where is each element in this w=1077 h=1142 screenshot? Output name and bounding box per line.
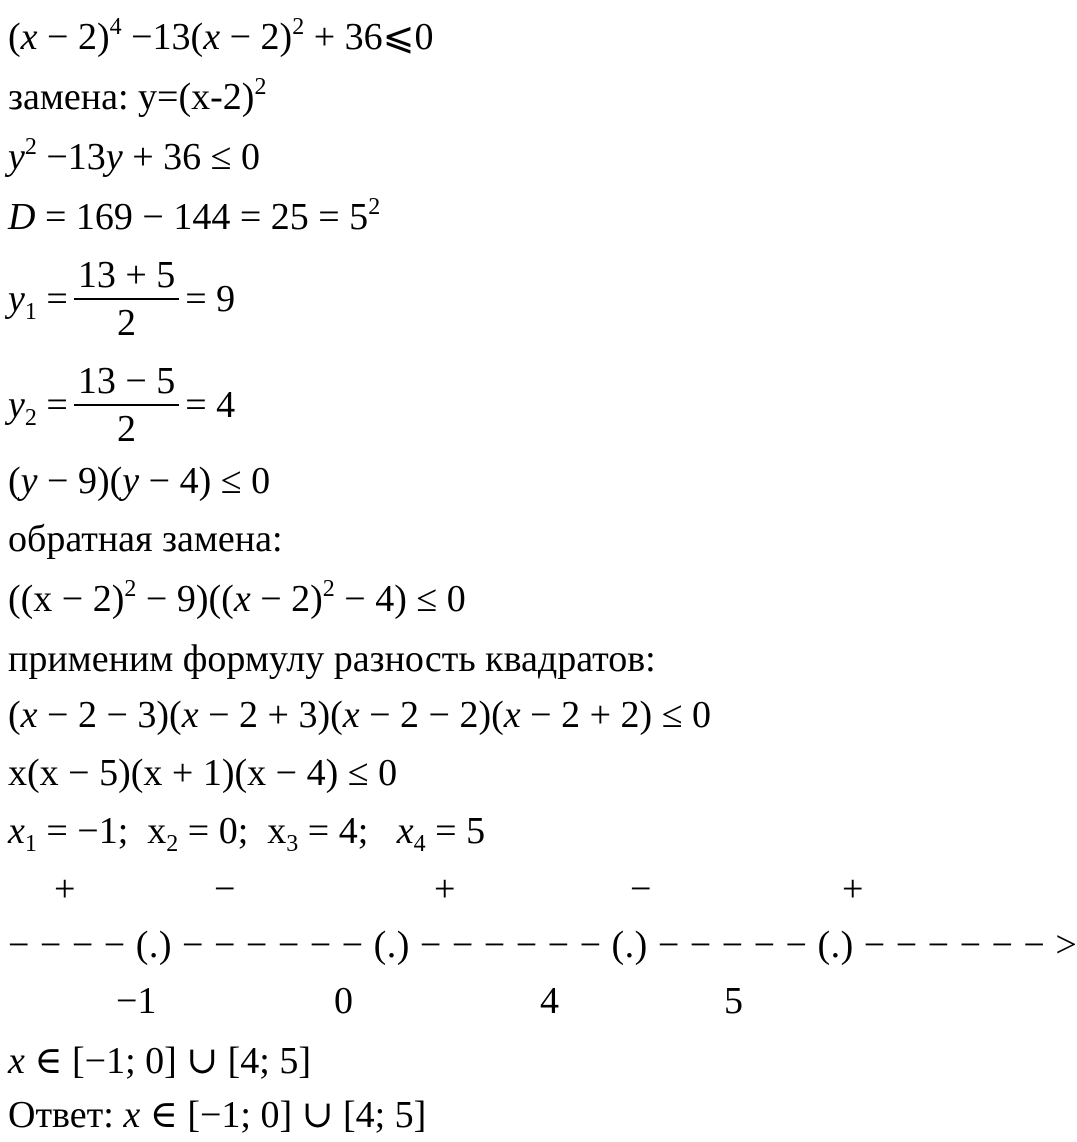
inequality-original: $(x - 2)^4 -13(x - 2)^2$ + 36⩽0 bbox=[8, 14, 434, 58]
point-label-5: 5 bbox=[724, 980, 743, 1022]
solution-set: x ∈ [−1; 0] ∪ [4; 5] bbox=[8, 1040, 312, 1082]
substitution-line: замена: $y=(x-2)^2$ bbox=[8, 74, 267, 118]
simplified-factors: x(x − 5)(x + 1)(x − 4) ≤ 0 bbox=[8, 752, 398, 794]
sign-interval-2: − bbox=[214, 868, 236, 910]
root-y2: $y_2$ = $\frac{13 - 5}{2}$ = 4 bbox=[8, 360, 236, 450]
quadratic-inequality: $y^2 -13y + 36 \le 0$ bbox=[8, 134, 260, 178]
sign-interval-1: + bbox=[54, 868, 76, 910]
fraction-y2: $\frac{13 - 5}{2}$ bbox=[74, 362, 179, 448]
sign-interval-4: − bbox=[630, 868, 652, 910]
expanded-factors: (x − 2 − 3)(x − 2 + 3)(x − 2 − 2)(x − 2 + 2) ≤ 0 bbox=[8, 694, 712, 736]
discriminant-line: $D = 169 - 144 = 25 = 5^2$ bbox=[8, 194, 381, 238]
point-label-neg1: −1 bbox=[116, 980, 157, 1022]
point-label-4: 4 bbox=[540, 980, 559, 1022]
reverse-substitution-label: обратная замена: bbox=[8, 518, 283, 560]
sign-interval-3: + bbox=[434, 868, 456, 910]
reverse-substituted-inequality: $((x - 2)^2 - 9)((x - 2)^2 - 4) \le 0$ bbox=[8, 576, 466, 620]
point-label-0: 0 bbox=[334, 980, 353, 1022]
roots-line: $x_1 = -1$; $x_2 = 0$; $x_3 = 4$; $x_4 = 5$ bbox=[8, 810, 486, 857]
difference-of-squares-label: применим формулу разность квадратов: bbox=[8, 638, 656, 680]
fraction-y1: $\frac{13 + 5}{2}$ bbox=[74, 256, 179, 342]
sign-interval-5: + bbox=[842, 868, 864, 910]
answer-line: Ответ: x ∈ [−1; 0] ∪ [4; 5] bbox=[8, 1094, 427, 1136]
factored-y-inequality: (y − 9)(y − 4) ≤ 0 bbox=[8, 460, 271, 502]
number-line: − − − − (.) − − − − − − (.) − − − − − − (.) − − − − − (.) − − − − − − > bbox=[8, 924, 1077, 966]
root-y1: $y_1$ = $\frac{13 + 5}{2}$ = 9 bbox=[8, 254, 236, 344]
